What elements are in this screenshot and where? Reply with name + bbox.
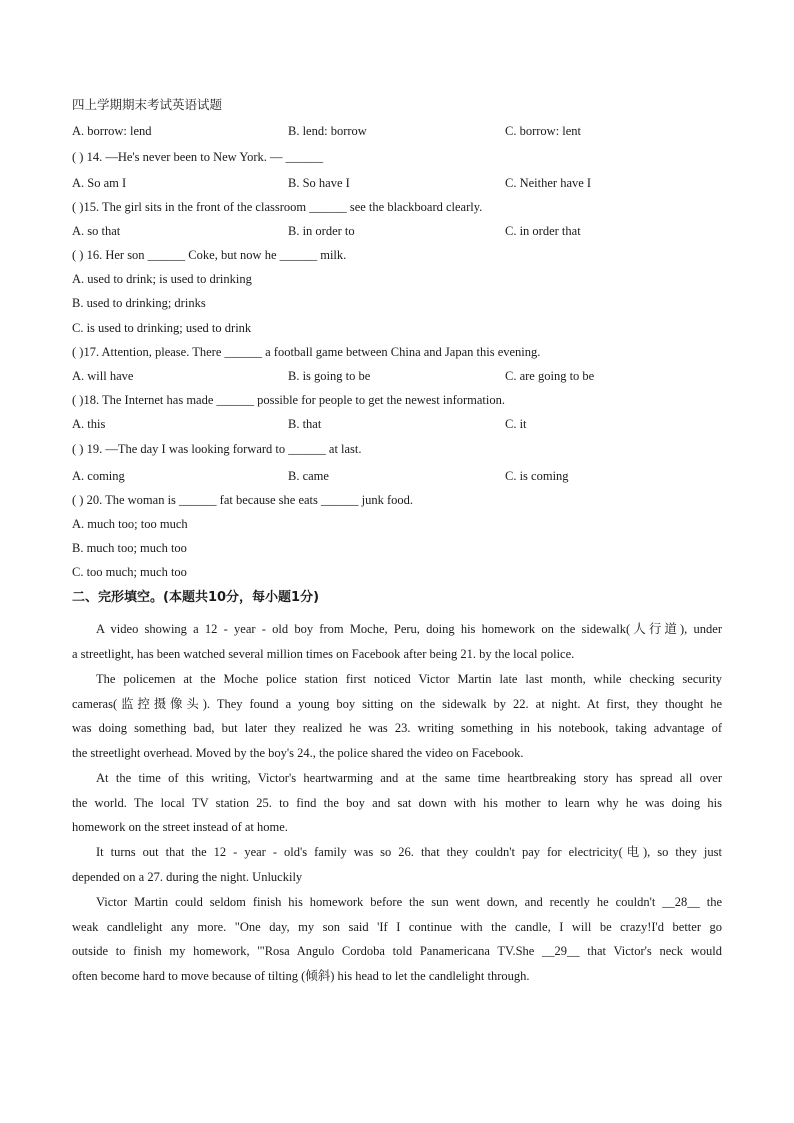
q19-option-a: A. coming — [72, 469, 125, 483]
q16-option-b: B. used to drinking; drinks — [72, 296, 206, 310]
q15-option-b: B. in order to — [288, 224, 355, 238]
q20-option-b: B. much too; much too — [72, 541, 187, 555]
passage-paragraph-1 — [72, 617, 722, 666]
q14-option-b: B. So have I — [288, 176, 350, 190]
q14-stem: ( ) 14. —He's never been to New York. — ______ — [72, 150, 324, 164]
passage-line: homework on the street instead of at home. — [72, 820, 288, 835]
q16-option-a: A. used to drink; is used to drinking — [72, 272, 252, 286]
section-2-title: 二、完形填空。(本题共10分，每小题1分) — [72, 590, 320, 605]
passage-line: At the time of this writing, Victor's heartwarming and at the same time heartbreaking story has spread all over — [96, 771, 722, 785]
q20-option-a: A. much too; too much — [72, 517, 188, 531]
passage-line: weak candlelight any more. "One day, my son said 'If I continue with the candle, I will be crazy!I'd better go — [72, 919, 722, 934]
q17-stem: ( )17. Attention, please. There ______ a football game between China and Japan this evening. — [72, 345, 541, 359]
passage-line: the streetlight overhead. Moved by the boy's 24., the police shared the video on Facebook. — [72, 746, 524, 761]
passage-line: outside to finish my homework, '"Rosa Angulo Cordoba told Panamericana TV.She __29__ that Victor's neck would — [72, 944, 722, 959]
q15-option-a: A. so that — [72, 224, 121, 238]
passage-paragraph-5 — [72, 890, 722, 989]
q13-option-b: B. lend: borrow — [288, 124, 367, 138]
q17-option-c: C. are going to be — [505, 369, 595, 383]
q17-option-a: A. will have — [72, 369, 134, 383]
q14-option-c: C. Neither have I — [505, 176, 592, 190]
q16-stem: ( ) 16. Her son ______ Coke, but now he ______ milk. — [72, 248, 347, 262]
q15-option-c: C. in order that — [505, 224, 581, 238]
q18-option-c: C. it — [505, 417, 527, 431]
q13-option-a: A. borrow: lend — [72, 124, 152, 138]
q13-option-c: C. borrow: lent — [505, 124, 582, 138]
passage-line: often become hard to move because of tilting (倾斜) his head to let the candlelight through. — [72, 969, 530, 984]
passage-line: a streetlight, has been watched several million times on Facebook after being 21. by the local police. — [72, 646, 575, 661]
q19-option-c: C. is coming — [505, 469, 569, 483]
passage-line: It turns out that the 12 - year - old's family was so 26. that they couldn't pay for electricity(电), so they just — [96, 845, 722, 859]
passage-line: depended on a 27. during the night. Unluckily — [72, 869, 303, 884]
passage-paragraph-4 — [72, 840, 722, 889]
q14-option-a: A. So am I — [72, 176, 127, 190]
q17-option-b: B. is going to be — [288, 369, 371, 383]
passage-line: A video showing a 12 - year - old boy from Moche, Peru, doing his homework on the sidewalk(人行道), under — [96, 622, 722, 636]
passage-line: cameras(监控摄像头). They found a young boy sitting on the sidewalk by 22. at night. At first, they thought he — [72, 696, 722, 711]
q15-stem: ( )15. The girl sits in the front of the classroom ______ see the blackboard clearly. — [72, 200, 483, 214]
passage-paragraph-2 — [72, 667, 722, 766]
passage-line: The policemen at the Moche police station first noticed Victor Martin late last month, while checking security — [96, 672, 722, 686]
q20-option-c: C. too much; much too — [72, 565, 187, 579]
passage-paragraph-3 — [72, 766, 722, 840]
q18-stem: ( )18. The Internet has made ______ possible for people to get the newest information. — [72, 393, 505, 407]
q19-option-b: B. came — [288, 469, 329, 483]
q19-stem: ( ) 19. —The day I was looking forward to ______ at last. — [72, 442, 362, 456]
q20-stem: ( ) 20. The woman is ______ fat because she eats ______ junk food. — [72, 493, 414, 507]
passage-line: the world. The local TV station 25. to find the boy and sat down with his mother to learn why he was doing his — [72, 795, 722, 810]
passage-line: was doing something bad, but later they realized he was 23. writing something in his notebook, taking advantage of — [72, 721, 722, 736]
q16-option-c: C. is used to drinking; used to drink — [72, 321, 252, 335]
passage-line: Victor Martin could seldom finish his homework before the sun went down, and recently he couldn't __28__ the — [96, 895, 722, 909]
q18-option-b: B. that — [288, 417, 322, 431]
q18-option-a: A. this — [72, 417, 106, 431]
page-header: 四上学期期末考试英语试题 — [72, 97, 223, 112]
